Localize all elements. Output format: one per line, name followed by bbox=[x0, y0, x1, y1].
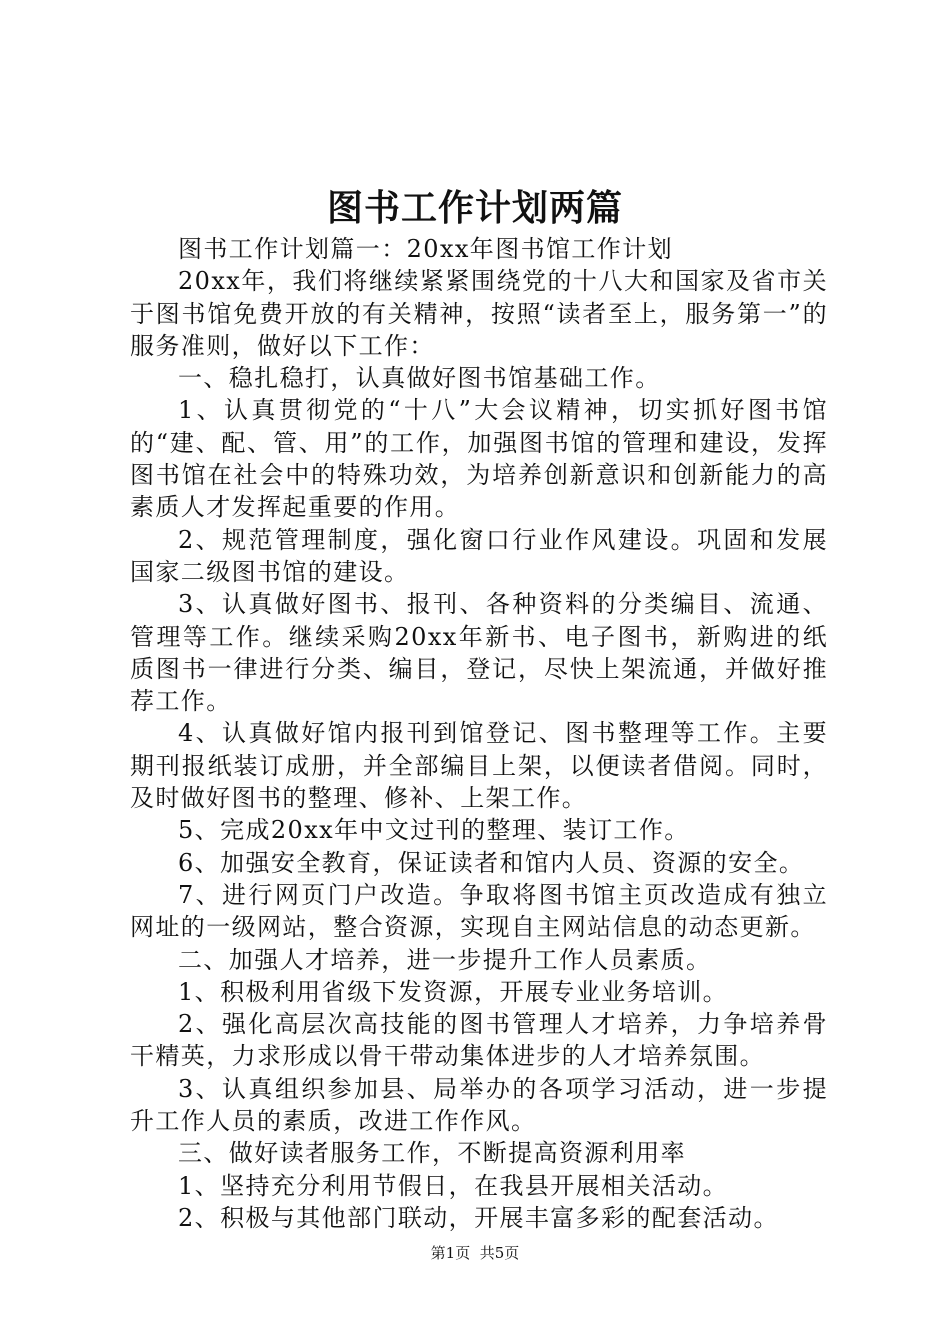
section-heading: 一、稳扎稳打，认真做好图书馆基础工作。 bbox=[178, 364, 661, 393]
document-body bbox=[130, 233, 828, 1234]
paragraph: 20xx年，我们将继续紧紧围绕党的十八大和国家及省市关于图书馆免费开放的有关精神，按照“读者至上，服务第一”的服务准则，做好以下工作： bbox=[130, 267, 828, 360]
paragraph: 4、认真做好馆内报刊到馆登记、图书整理等工作。主要期刊报纸装订成册，并全部编目上架，以便读者借阅。同时，及时做好图书的整理、修补、上架工作。 bbox=[130, 719, 828, 813]
paragraph: 5、完成20xx年中文过刊的整理、装订工作。 bbox=[178, 816, 690, 845]
paragraph: 3、认真组织参加县、局举办的各项学习活动，进一步提升工作人员的素质，改进工作作风。 bbox=[130, 1074, 828, 1136]
paragraph: 1、认真贯彻党的“十八”大会议精神，切实抓好图书馆的“建、配、管、用”的工作，加强图书馆的管理和建设，发挥图书馆在社会中的特殊功效，为培养创新意识和创新能力的高素质人才发挥起重要的作用。 bbox=[130, 396, 828, 522]
paragraph: 3、认真做好图书、报刊、各种资料的分类编目、流通、管理等工作。继续采购20xx年新书、电子图书，新购进的纸质图书一律进行分类、编目，登记，尽快上架流通，并做好推荐工作。 bbox=[130, 590, 828, 716]
paragraph: 2、强化高层次高技能的图书管理人才培养，力争培养骨干精英，力求形成以骨干带动集体进步的人才培养氛围。 bbox=[130, 1010, 828, 1071]
paragraph: 2、积极与其他部门联动，开展丰富多彩的配套活动。 bbox=[178, 1203, 779, 1232]
paragraph: 1、积极利用省级下发资源，开展专业业务培训。 bbox=[178, 977, 729, 1006]
paragraph: 2、规范管理制度，强化窗口行业作风建设。巩固和发展国家二级图书馆的建设。 bbox=[130, 525, 828, 586]
paragraph: 1、坚持充分利用节假日，在我县开展相关活动。 bbox=[178, 1171, 729, 1200]
paragraph: 7、进行网页门户改造。争取将图书馆主页改造成有独立网址的一级网站，整合资源，实现自主网站信息的动态更新。 bbox=[130, 880, 828, 942]
section-heading: 二、加强人才培养，进一步提升工作人员素质。 bbox=[178, 945, 712, 974]
document-title: 图书工作计划两篇 bbox=[326, 187, 623, 229]
page-number: 第1页 bbox=[430, 1244, 471, 1262]
paragraph: 6、加强安全教育，保证读者和馆内人员、资源的安全。 bbox=[178, 848, 805, 877]
page-footer bbox=[0, 1243, 950, 1263]
paragraph: 图书工作计划篇一：20xx年图书馆工作计划 bbox=[178, 235, 674, 263]
section-heading: 三、做好读者服务工作，不断提高资源利用率 bbox=[178, 1139, 686, 1168]
page-total: 共5页 bbox=[479, 1244, 520, 1262]
